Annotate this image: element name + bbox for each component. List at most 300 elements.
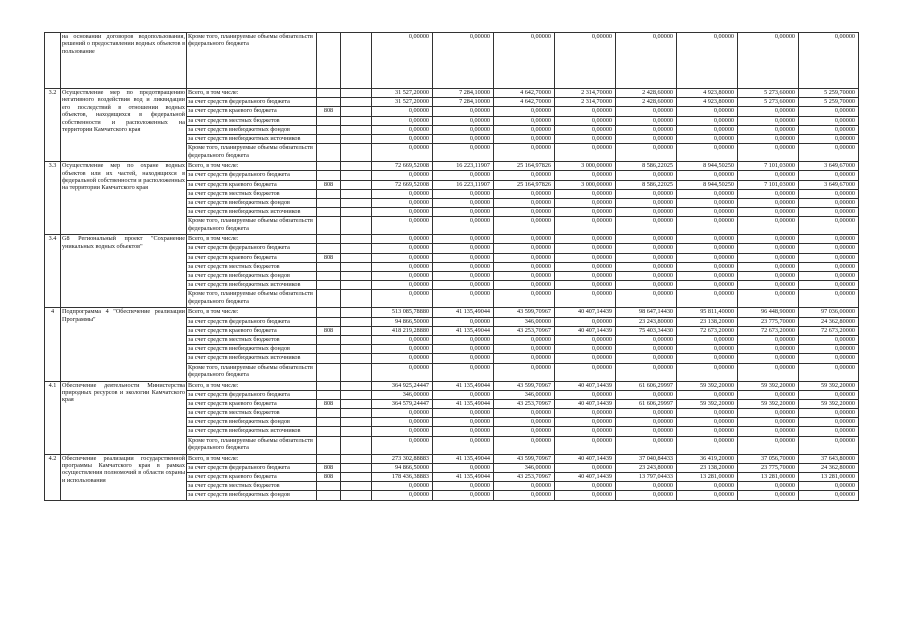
amount-cell: 0,00000	[494, 482, 555, 491]
funding-source-label: Кроме того, планируемые объемы обязательств федерального бюджета	[187, 436, 317, 454]
amount-cell: 94 866,50000	[372, 317, 433, 326]
amount-cell: 0,00000	[799, 134, 859, 143]
amount-cell: 61 606,29997	[616, 399, 677, 408]
amount-cell: 0,00000	[372, 482, 433, 491]
amount-cell: 75 403,34430	[616, 326, 677, 335]
amount-cell: 0,00000	[372, 345, 433, 354]
amount-cell: 0,00000	[799, 125, 859, 134]
amount-cell: 0,00000	[738, 171, 799, 180]
amount-cell: 0,00000	[677, 409, 738, 418]
amount-cell: 72 669,52008	[372, 162, 433, 171]
amount-cell: 0,00000	[555, 208, 616, 217]
amount-cell: 0,00000	[738, 281, 799, 290]
executor-code	[317, 98, 341, 107]
amount-cell: 5 273,60000	[738, 89, 799, 98]
item-number: 3.3	[45, 162, 61, 235]
classifier-cell	[341, 281, 372, 290]
classifier-cell	[341, 290, 372, 308]
amount-cell: 0,00000	[799, 262, 859, 271]
amount-cell: 0,00000	[555, 436, 616, 454]
amount-cell: 0,00000	[494, 281, 555, 290]
amount-cell: 40 407,14439	[555, 399, 616, 408]
item-description: Обеспечение деятельности Министерства природных ресурсов и экологии Камчатского края	[61, 381, 187, 454]
amount-cell: 59 392,20000	[677, 381, 738, 390]
amount-cell: 0,00000	[677, 436, 738, 454]
amount-cell: 59 392,20000	[738, 399, 799, 408]
amount-cell: 8 944,50250	[677, 180, 738, 189]
amount-cell: 0,00000	[616, 363, 677, 381]
amount-cell: 40 407,14439	[555, 473, 616, 482]
amount-cell: 0,00000	[433, 125, 494, 134]
executor-code	[317, 418, 341, 427]
item-number: 3.4	[45, 235, 61, 308]
amount-cell: 16 223,11907	[433, 180, 494, 189]
amount-cell: 0,00000	[433, 345, 494, 354]
executor-code	[317, 134, 341, 143]
amount-cell: 4 923,80000	[677, 89, 738, 98]
amount-cell: 23 775,70000	[738, 463, 799, 472]
classifier-cell	[341, 354, 372, 363]
amount-cell: 41 135,49044	[433, 399, 494, 408]
amount-cell: 98 647,14430	[616, 308, 677, 317]
funding-source-label: Кроме того, планируемые объемы обязательств федерального бюджета	[187, 144, 317, 162]
amount-cell: 0,00000	[738, 390, 799, 399]
funding-source-label: за счет средств внебюджетных фондов	[187, 272, 317, 281]
amount-cell: 72 673,20000	[799, 326, 859, 335]
amount-cell: 0,00000	[372, 116, 433, 125]
amount-cell: 0,00000	[555, 253, 616, 262]
classifier-cell	[341, 189, 372, 198]
amount-cell: 0,00000	[799, 390, 859, 399]
amount-cell: 0,00000	[555, 262, 616, 271]
amount-cell: 0,00000	[372, 107, 433, 116]
amount-cell: 0,00000	[677, 418, 738, 427]
funding-source-label: за счет средств внебюджетных источников	[187, 208, 317, 217]
amount-cell: 0,00000	[616, 345, 677, 354]
amount-cell: 0,00000	[616, 144, 677, 162]
executor-code: 808	[317, 107, 341, 116]
amount-cell: 43 599,70967	[494, 381, 555, 390]
executor-code: 808	[317, 326, 341, 335]
amount-cell: 0,00000	[555, 198, 616, 207]
classifier-cell	[341, 308, 372, 317]
table-row	[45, 454, 859, 463]
funding-source-label: за счет средств внебюджетных фондов	[187, 491, 317, 500]
amount-cell: 3 649,67000	[799, 162, 859, 171]
item-number	[45, 33, 61, 89]
amount-cell: 0,00000	[372, 33, 433, 89]
amount-cell: 0,00000	[494, 345, 555, 354]
amount-cell: 8 586,22025	[616, 162, 677, 171]
table-row	[45, 33, 859, 89]
amount-cell: 0,00000	[433, 189, 494, 198]
amount-cell: 0,00000	[433, 409, 494, 418]
table-row	[45, 235, 859, 244]
classifier-cell	[341, 272, 372, 281]
amount-cell: 0,00000	[616, 482, 677, 491]
executor-code	[317, 409, 341, 418]
amount-cell: 7 101,03000	[738, 162, 799, 171]
amount-cell: 0,00000	[799, 208, 859, 217]
funding-source-label: за счет средств местных бюджетов	[187, 116, 317, 125]
amount-cell: 0,00000	[677, 345, 738, 354]
amount-cell: 0,00000	[555, 116, 616, 125]
amount-cell: 40 407,14439	[555, 381, 616, 390]
executor-code	[317, 217, 341, 235]
amount-cell: 346,00000	[372, 390, 433, 399]
amount-cell: 0,00000	[494, 125, 555, 134]
classifier-cell	[341, 208, 372, 217]
amount-cell: 23 243,80000	[616, 317, 677, 326]
amount-cell: 0,00000	[433, 208, 494, 217]
executor-code	[317, 281, 341, 290]
amount-cell: 0,00000	[616, 116, 677, 125]
amount-cell: 0,00000	[433, 427, 494, 436]
funding-source-label: за счет средств краевого бюджета	[187, 399, 317, 408]
amount-cell: 0,00000	[433, 390, 494, 399]
classifier-cell	[341, 390, 372, 399]
amount-cell: 0,00000	[433, 418, 494, 427]
amount-cell: 0,00000	[555, 463, 616, 472]
funding-source-label: за счет средств краевого бюджета	[187, 326, 317, 335]
amount-cell: 0,00000	[677, 363, 738, 381]
amount-cell: 346,00000	[494, 317, 555, 326]
executor-code	[317, 363, 341, 381]
amount-cell: 0,00000	[738, 491, 799, 500]
amount-cell: 2 428,60000	[616, 89, 677, 98]
classifier-cell	[341, 180, 372, 189]
amount-cell: 0,00000	[433, 281, 494, 290]
amount-cell: 23 138,20000	[677, 317, 738, 326]
amount-cell: 59 392,20000	[799, 381, 859, 390]
amount-cell: 0,00000	[677, 390, 738, 399]
amount-cell: 0,00000	[494, 354, 555, 363]
amount-cell: 0,00000	[616, 125, 677, 134]
amount-cell: 0,00000	[494, 217, 555, 235]
amount-cell: 0,00000	[555, 290, 616, 308]
amount-cell: 0,00000	[372, 354, 433, 363]
classifier-cell	[341, 134, 372, 143]
amount-cell: 0,00000	[738, 262, 799, 271]
amount-cell: 0,00000	[799, 363, 859, 381]
amount-cell: 0,00000	[433, 107, 494, 116]
amount-cell: 0,00000	[738, 409, 799, 418]
amount-cell: 0,00000	[494, 253, 555, 262]
amount-cell: 2 428,60000	[616, 98, 677, 107]
amount-cell: 0,00000	[555, 363, 616, 381]
amount-cell: 346,00000	[494, 463, 555, 472]
amount-cell: 0,00000	[433, 335, 494, 344]
classifier-cell	[341, 427, 372, 436]
amount-cell: 0,00000	[616, 235, 677, 244]
amount-cell: 0,00000	[738, 125, 799, 134]
amount-cell: 178 436,38883	[372, 473, 433, 482]
classifier-cell	[341, 253, 372, 262]
amount-cell: 0,00000	[677, 482, 738, 491]
amount-cell: 0,00000	[433, 491, 494, 500]
item-number: 4.1	[45, 381, 61, 454]
classifier-cell	[341, 381, 372, 390]
amount-cell: 13 281,00000	[677, 473, 738, 482]
funding-source-label: за счет средств краевого бюджета	[187, 107, 317, 116]
amount-cell: 0,00000	[433, 317, 494, 326]
amount-cell: 0,00000	[616, 436, 677, 454]
amount-cell: 0,00000	[372, 290, 433, 308]
amount-cell: 43 253,70967	[494, 326, 555, 335]
amount-cell: 0,00000	[372, 491, 433, 500]
amount-cell: 0,00000	[494, 134, 555, 143]
executor-code	[317, 436, 341, 454]
amount-cell: 0,00000	[677, 290, 738, 308]
amount-cell: 0,00000	[799, 198, 859, 207]
amount-cell: 0,00000	[555, 244, 616, 253]
amount-cell: 0,00000	[677, 491, 738, 500]
classifier-cell	[341, 244, 372, 253]
amount-cell: 41 135,49044	[433, 381, 494, 390]
amount-cell: 0,00000	[799, 491, 859, 500]
amount-cell: 0,00000	[555, 272, 616, 281]
classifier-cell	[341, 454, 372, 463]
amount-cell: 24 362,80000	[799, 317, 859, 326]
amount-cell: 0,00000	[616, 335, 677, 344]
amount-cell: 0,00000	[738, 427, 799, 436]
amount-cell: 0,00000	[677, 262, 738, 271]
amount-cell: 0,00000	[738, 482, 799, 491]
funding-source-label: за счет средств краевого бюджета	[187, 180, 317, 189]
classifier-cell	[341, 473, 372, 482]
amount-cell: 0,00000	[677, 354, 738, 363]
funding-source-label: за счет средств внебюджетных фондов	[187, 345, 317, 354]
classifier-cell	[341, 116, 372, 125]
amount-cell: 0,00000	[616, 208, 677, 217]
amount-cell: 0,00000	[799, 33, 859, 89]
amount-cell: 7 284,10000	[433, 89, 494, 98]
amount-cell: 5 259,70000	[799, 98, 859, 107]
executor-code	[317, 244, 341, 253]
amount-cell: 0,00000	[799, 253, 859, 262]
amount-cell: 0,00000	[616, 189, 677, 198]
amount-cell: 0,00000	[433, 171, 494, 180]
funding-source-label: Всего, в том числе:	[187, 381, 317, 390]
funding-source-label: за счет средств федерального бюджета	[187, 171, 317, 180]
executor-code	[317, 208, 341, 217]
amount-cell: 0,00000	[555, 144, 616, 162]
executor-code: 808	[317, 399, 341, 408]
amount-cell: 0,00000	[433, 363, 494, 381]
amount-cell: 0,00000	[616, 134, 677, 143]
amount-cell: 0,00000	[799, 409, 859, 418]
amount-cell: 0,00000	[372, 235, 433, 244]
amount-cell: 0,00000	[677, 198, 738, 207]
amount-cell: 0,00000	[616, 171, 677, 180]
amount-cell: 0,00000	[799, 345, 859, 354]
funding-source-label: Всего, в том числе:	[187, 162, 317, 171]
amount-cell: 31 527,20000	[372, 98, 433, 107]
amount-cell: 0,00000	[738, 134, 799, 143]
executor-code	[317, 262, 341, 271]
amount-cell: 0,00000	[616, 198, 677, 207]
amount-cell: 0,00000	[494, 171, 555, 180]
amount-cell: 0,00000	[677, 281, 738, 290]
funding-source-label: за счет средств внебюджетных фондов	[187, 198, 317, 207]
amount-cell: 0,00000	[372, 427, 433, 436]
amount-cell: 0,00000	[555, 427, 616, 436]
amount-cell: 364 925,24447	[372, 381, 433, 390]
classifier-cell	[341, 235, 372, 244]
amount-cell: 0,00000	[738, 290, 799, 308]
amount-cell: 0,00000	[677, 116, 738, 125]
amount-cell: 0,00000	[372, 217, 433, 235]
amount-cell: 0,00000	[616, 427, 677, 436]
amount-cell: 0,00000	[799, 171, 859, 180]
amount-cell: 0,00000	[555, 418, 616, 427]
amount-cell: 43 599,70967	[494, 454, 555, 463]
amount-cell: 72 669,52008	[372, 180, 433, 189]
classifier-cell	[341, 262, 372, 271]
amount-cell: 0,00000	[677, 244, 738, 253]
funding-source-label: за счет средств федерального бюджета	[187, 390, 317, 399]
amount-cell: 41 135,49044	[433, 454, 494, 463]
executor-code: 808	[317, 473, 341, 482]
classifier-cell	[341, 162, 372, 171]
amount-cell: 0,00000	[494, 144, 555, 162]
amount-cell: 0,00000	[372, 272, 433, 281]
classifier-cell	[341, 335, 372, 344]
amount-cell: 0,00000	[616, 390, 677, 399]
classifier-cell	[341, 217, 372, 235]
amount-cell: 0,00000	[494, 436, 555, 454]
executor-code	[317, 491, 341, 500]
amount-cell: 0,00000	[372, 262, 433, 271]
amount-cell: 0,00000	[494, 262, 555, 271]
amount-cell: 0,00000	[433, 482, 494, 491]
funding-source-label: за счет средств местных бюджетов	[187, 482, 317, 491]
amount-cell: 0,00000	[677, 335, 738, 344]
amount-cell: 0,00000	[616, 272, 677, 281]
amount-cell: 0,00000	[494, 208, 555, 217]
amount-cell: 0,00000	[677, 235, 738, 244]
amount-cell: 0,00000	[555, 335, 616, 344]
amount-cell: 37 056,70000	[738, 454, 799, 463]
amount-cell: 0,00000	[372, 409, 433, 418]
amount-cell: 0,00000	[799, 244, 859, 253]
funding-source-label: за счет средств внебюджетных источников	[187, 427, 317, 436]
amount-cell: 0,00000	[372, 418, 433, 427]
funding-source-label: за счет средств внебюджетных фондов	[187, 418, 317, 427]
amount-cell: 0,00000	[372, 208, 433, 217]
amount-cell: 3 000,00000	[555, 162, 616, 171]
executor-code	[317, 171, 341, 180]
amount-cell: 0,00000	[555, 317, 616, 326]
amount-cell: 0,00000	[494, 272, 555, 281]
item-description: Подпрограмма 4 "Обеспечение реализации Программы"	[61, 308, 187, 381]
amount-cell: 0,00000	[433, 217, 494, 235]
classifier-cell	[341, 363, 372, 381]
amount-cell: 96 448,90000	[738, 308, 799, 317]
executor-code	[317, 482, 341, 491]
amount-cell: 4 923,80000	[677, 98, 738, 107]
amount-cell: 41 135,49044	[433, 326, 494, 335]
amount-cell: 72 673,20000	[738, 326, 799, 335]
amount-cell: 0,00000	[616, 244, 677, 253]
amount-cell: 0,00000	[372, 436, 433, 454]
classifier-cell	[341, 409, 372, 418]
item-number: 4.2	[45, 454, 61, 500]
amount-cell: 13 281,00000	[738, 473, 799, 482]
amount-cell: 0,00000	[433, 244, 494, 253]
amount-cell: 0,00000	[799, 354, 859, 363]
amount-cell: 0,00000	[372, 189, 433, 198]
amount-cell: 0,00000	[433, 235, 494, 244]
funding-source-label: за счет средств федерального бюджета	[187, 244, 317, 253]
amount-cell: 8 586,22025	[616, 180, 677, 189]
amount-cell: 0,00000	[738, 253, 799, 262]
amount-cell: 0,00000	[677, 33, 738, 89]
amount-cell: 0,00000	[799, 427, 859, 436]
table-row	[45, 162, 859, 171]
classifier-cell	[341, 198, 372, 207]
funding-source-label: за счет средств федерального бюджета	[187, 317, 317, 326]
amount-cell: 0,00000	[372, 171, 433, 180]
amount-cell: 3 649,67000	[799, 180, 859, 189]
executor-code	[317, 308, 341, 317]
item-description: G8 Региональный проект "Сохранение уникальных водных объектов"	[61, 235, 187, 308]
amount-cell: 0,00000	[799, 281, 859, 290]
funding-source-label: за счет средств местных бюджетов	[187, 335, 317, 344]
amount-cell: 0,00000	[799, 290, 859, 308]
classifier-cell	[341, 98, 372, 107]
amount-cell: 0,00000	[616, 33, 677, 89]
amount-cell: 0,00000	[555, 409, 616, 418]
executor-code	[317, 125, 341, 134]
amount-cell: 0,00000	[799, 144, 859, 162]
amount-cell: 23 243,80000	[616, 463, 677, 472]
amount-cell: 0,00000	[494, 418, 555, 427]
funding-source-label: Всего, в том числе:	[187, 308, 317, 317]
executor-code	[317, 144, 341, 162]
item-description: на основании договоров водопользования, решений о предоставлении водных объектов в пользование	[61, 33, 187, 89]
funding-source-label: за счет средств местных бюджетов	[187, 262, 317, 271]
executor-code: 808	[317, 463, 341, 472]
amount-cell: 8 944,50250	[677, 162, 738, 171]
amount-cell: 37 643,80000	[799, 454, 859, 463]
funding-source-label: за счет средств местных бюджетов	[187, 409, 317, 418]
classifier-cell	[341, 491, 372, 500]
amount-cell: 0,00000	[738, 436, 799, 454]
amount-cell: 24 362,80000	[799, 463, 859, 472]
amount-cell: 513 085,78880	[372, 308, 433, 317]
amount-cell: 0,00000	[616, 354, 677, 363]
amount-cell: 61 606,29997	[616, 381, 677, 390]
amount-cell: 0,00000	[677, 107, 738, 116]
amount-cell: 0,00000	[555, 189, 616, 198]
amount-cell: 346,00000	[494, 390, 555, 399]
funding-source-label: за счет средств внебюджетных фондов	[187, 125, 317, 134]
amount-cell: 0,00000	[494, 363, 555, 381]
amount-cell: 0,00000	[433, 144, 494, 162]
classifier-cell	[341, 107, 372, 116]
amount-cell: 0,00000	[616, 253, 677, 262]
amount-cell: 0,00000	[616, 262, 677, 271]
funding-source-label: за счет средств краевого бюджета	[187, 473, 317, 482]
amount-cell: 0,00000	[738, 107, 799, 116]
funding-source-label: за счет средств внебюджетных источников	[187, 134, 317, 143]
amount-cell: 23 138,20000	[677, 463, 738, 472]
classifier-cell	[341, 399, 372, 408]
executor-code	[317, 354, 341, 363]
amount-cell: 0,00000	[616, 409, 677, 418]
amount-cell: 0,00000	[799, 235, 859, 244]
